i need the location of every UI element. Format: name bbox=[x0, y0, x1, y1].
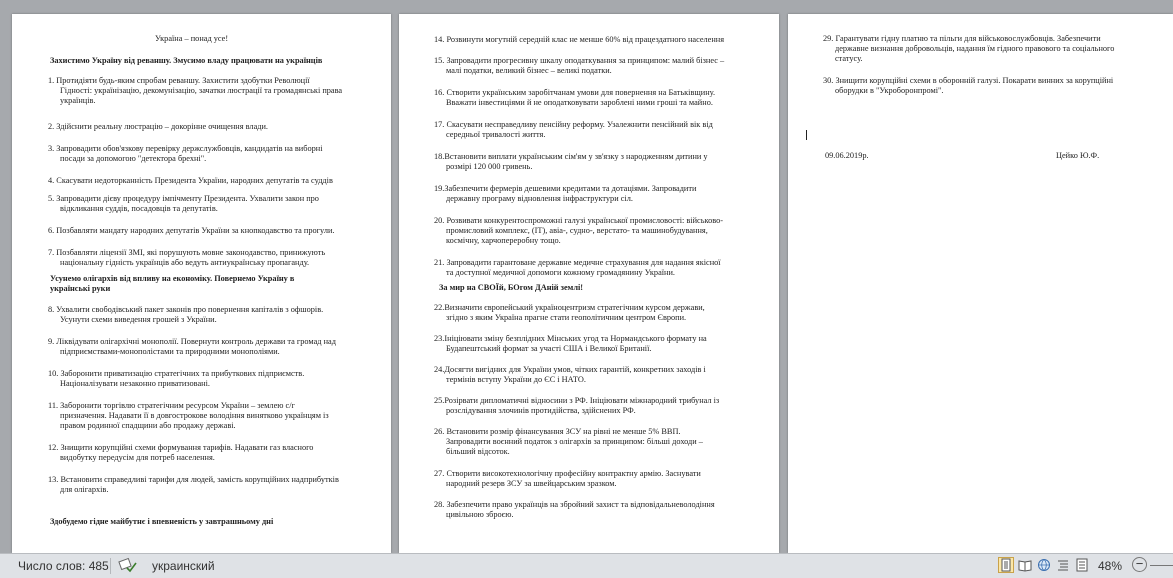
list-item: 14. Розвинути могутній середній клас не менше 60% від працездатного населення bbox=[434, 35, 725, 44]
list-item: 23.Ініціювати зміну безплідних Мінських угод та Нормандського формату на bbox=[434, 334, 707, 343]
list-item: 15. Запровадити прогресивну шкалу оподаткування за принципом: малий бізнес – bbox=[434, 56, 725, 65]
list-item: 29. Гарантувати гідну платню та пільги для військовослужбовців. Забезпечити bbox=[823, 34, 1101, 43]
list-item: 17. Скасувати несправедливу пенсійну реформу. Узалежнити пенсійний вік від bbox=[434, 120, 713, 129]
document-page-2[interactable] bbox=[399, 14, 779, 553]
list-item: підприємствами-монополістами та природними монополіями. bbox=[60, 347, 280, 356]
zoom-level[interactable]: 48% bbox=[1098, 559, 1123, 573]
section-heading: українські руки bbox=[50, 284, 111, 293]
list-item: українців. bbox=[60, 96, 96, 105]
list-item: космічну, харчопереробну тощо. bbox=[446, 236, 561, 245]
list-item: 13. Встановити справедливі тарифи для людей, замість корупційних надприбутків bbox=[48, 475, 339, 484]
list-item: 16. Створити українським заробітчанам умови для повернення на Батьківщину. bbox=[434, 88, 716, 97]
outline-view-button[interactable] bbox=[1055, 557, 1071, 573]
list-item: 9. Ліквідувати олігархічні монополії. Повернути контроль держави та громад над bbox=[48, 337, 336, 346]
draft-view-button[interactable] bbox=[1074, 557, 1090, 573]
list-item: 26. Встановити розмір фінансування ЗСУ на рівні не менше 5% ВВП. bbox=[434, 427, 681, 436]
document-page-3[interactable] bbox=[788, 14, 1173, 553]
web-layout-view-button[interactable] bbox=[1036, 557, 1052, 573]
section-heading: Усунемо олігархів від впливу на економіку. Повернемо Україну в bbox=[50, 274, 295, 283]
list-item: народний резерв ЗСУ за швейцарським зразком. bbox=[446, 479, 617, 488]
web-layout-icon bbox=[1037, 558, 1051, 572]
list-item: 3. Запровадити обов'язкову перевірку держслужбовців, кандидатів на виборні bbox=[48, 144, 323, 153]
status-separator bbox=[110, 558, 111, 574]
list-item: призначення. Надавати її в довгострокове володіння винятково українцям із bbox=[60, 411, 329, 420]
document-page-1[interactable] bbox=[12, 14, 391, 553]
list-item: промисловий комплекс, (IT), авіа-, судно-, верстато- та машинобудування, bbox=[446, 226, 708, 235]
list-item: для олігархів. bbox=[60, 485, 109, 494]
list-item: Вважати інвестиціями й не оподатковувати зароблені ними гроші та майно. bbox=[446, 98, 713, 107]
list-item: 11. Заборонити торгівлю стратегічним ресурсом України – землею с/г bbox=[48, 401, 295, 410]
list-item: державне визнання добровольців, надання їм гідного правового та соціального bbox=[835, 44, 1115, 53]
document-date: 09.06.2019р. bbox=[825, 151, 869, 160]
zoom-slider-track[interactable] bbox=[1150, 565, 1173, 566]
list-item: Будапештський формат за участі США і Великої Британії. bbox=[446, 344, 652, 353]
list-item: національну гідність українців або ведуть антиукраїнську пропаганду. bbox=[60, 258, 310, 267]
list-item: видобутку передусім для потреб населення. bbox=[60, 453, 215, 462]
list-item: державну програму відновлення інфраструктури сіл. bbox=[446, 194, 633, 203]
reading-view-icon bbox=[1018, 558, 1032, 572]
list-item: 20. Розвивати конкурентоспроможні галузі української промисловості: військово- bbox=[434, 216, 724, 225]
list-item: 7. Позбавляти ліцензії ЗМІ, які порушують мовне законодавство, принижують bbox=[48, 248, 326, 257]
list-item: 1. Протидіяти будь-яким спробам реваншу. Захистити здобутки Революції bbox=[48, 76, 310, 85]
zoom-out-button[interactable]: − bbox=[1132, 557, 1147, 572]
list-item: відкликання суддів, посадовців та депутатів. bbox=[60, 204, 218, 213]
list-item: 28. Забезпечити право українців на збройний захист та відповідальневолодіння bbox=[434, 500, 715, 509]
list-item: 5. Запровадити дієву процедуру імпічменту Президента. Ухвалити закон про bbox=[48, 194, 319, 203]
list-item: розслідування злочинів протидійства, здійснених РФ. bbox=[446, 406, 636, 415]
list-item: 18.Встановити виплати українським сім'ям у зв'язку з народженням дитини у bbox=[434, 152, 708, 161]
list-item: 10. Заборонити приватизацію стратегічних та прибуткових підприємств. bbox=[48, 369, 305, 378]
list-item: 21. Запровадити гарантоване державне медичне страхування для надання якісної bbox=[434, 258, 721, 267]
text-cursor bbox=[806, 130, 807, 140]
list-item: малі податки, великий бізнес – великі податки. bbox=[446, 66, 612, 75]
full-screen-reading-view-button[interactable] bbox=[1017, 557, 1033, 573]
list-item: 6. Позбавляти мандату народних депутатів України за кнопкодавство та прогули. bbox=[48, 226, 335, 235]
list-item: статусу. bbox=[835, 54, 863, 63]
document-signature: Цейко Ю.Ф. bbox=[1056, 151, 1100, 160]
list-item: розмірі 120 000 гривень. bbox=[446, 162, 533, 171]
list-item: 2. Здійснити реальну люстрацію – докорінне очищення влади. bbox=[48, 122, 268, 131]
list-item: Запровадити воєнний податок з олігархів за принципом: більші доходи – bbox=[446, 437, 703, 446]
list-item: цивільною зброєю. bbox=[446, 510, 514, 519]
list-item: Гідності: українізацію, декомунізацію, зачатки люстрації та громадянські права bbox=[60, 86, 343, 95]
section-heading: Здобудемо гідне майбутнє і впевненість у завтрашньому дні bbox=[50, 517, 274, 526]
print-layout-icon bbox=[999, 558, 1013, 572]
list-item: згідно з яким Україна прагне стати геополітичним центром Європи. bbox=[446, 313, 687, 322]
list-item: правом родинної спадщини або продажу державі. bbox=[60, 421, 236, 430]
list-item: 24.Досягти вигідних для України умов, чітких гарантій, конкретних заходів і bbox=[434, 365, 706, 374]
list-item: 4. Скасувати недоторканність Президента України, народних депутатів та суддів bbox=[48, 176, 333, 185]
list-item: 27. Створити високотехнологічну професійну контрактну армію. Заснувати bbox=[434, 469, 701, 478]
word-count[interactable]: Число слов: 485 bbox=[18, 559, 109, 573]
list-item: 8. Ухвалити свободівський пакет законів про повернення капіталів з офшорів. bbox=[48, 305, 324, 314]
list-item: середньої тривалості життя. bbox=[446, 130, 546, 139]
list-item: оборудки в "Укроборонпромі". bbox=[835, 86, 944, 95]
list-item: 12. Знищити корупційні схеми формування тарифів. Надавати газ власного bbox=[48, 443, 314, 452]
section-heading: Захистимо Україну від реваншу. Змусимо владу працювати на українців bbox=[50, 56, 323, 65]
print-layout-view-button[interactable] bbox=[998, 557, 1014, 573]
proofing-icon[interactable] bbox=[118, 557, 138, 576]
list-item: більший відсоток. bbox=[446, 447, 510, 456]
language-indicator[interactable]: украинский bbox=[152, 559, 215, 573]
section-heading: За мир на СВОЇй, БОгом ДАній землі! bbox=[439, 283, 584, 292]
list-item: та доступної медичної допомоги кожному громадянину України. bbox=[446, 268, 676, 277]
list-item: 22.Визначити європейський україноцентризм стратегічним курсом держави, bbox=[434, 303, 705, 312]
list-item: Націоналізувати незаконно приватизовані. bbox=[60, 379, 210, 388]
list-item: 19.Забезпечити фермерів дешевими кредитами та дотаціями. Запровадити bbox=[434, 184, 697, 193]
list-item: 30. Знищити корупційні схеми в оборонній галузі. Покарати винних за корупційні bbox=[823, 76, 1114, 85]
status-bar bbox=[0, 553, 1173, 578]
list-item: посади за допомогою "детектора брехні". bbox=[60, 154, 207, 163]
list-item: Усунути схеми виведення грошей з України. bbox=[60, 315, 217, 324]
list-item: термінів вступу України до ЄС і НАТО. bbox=[446, 375, 586, 384]
page-title: Україна – понад усе! bbox=[155, 34, 229, 43]
list-item: 25.Розірвати дипломатичні відносини з РФ. Ініціювати міжнародний трибунал із bbox=[434, 396, 720, 405]
outline-icon bbox=[1056, 558, 1070, 572]
draft-icon bbox=[1075, 558, 1089, 572]
